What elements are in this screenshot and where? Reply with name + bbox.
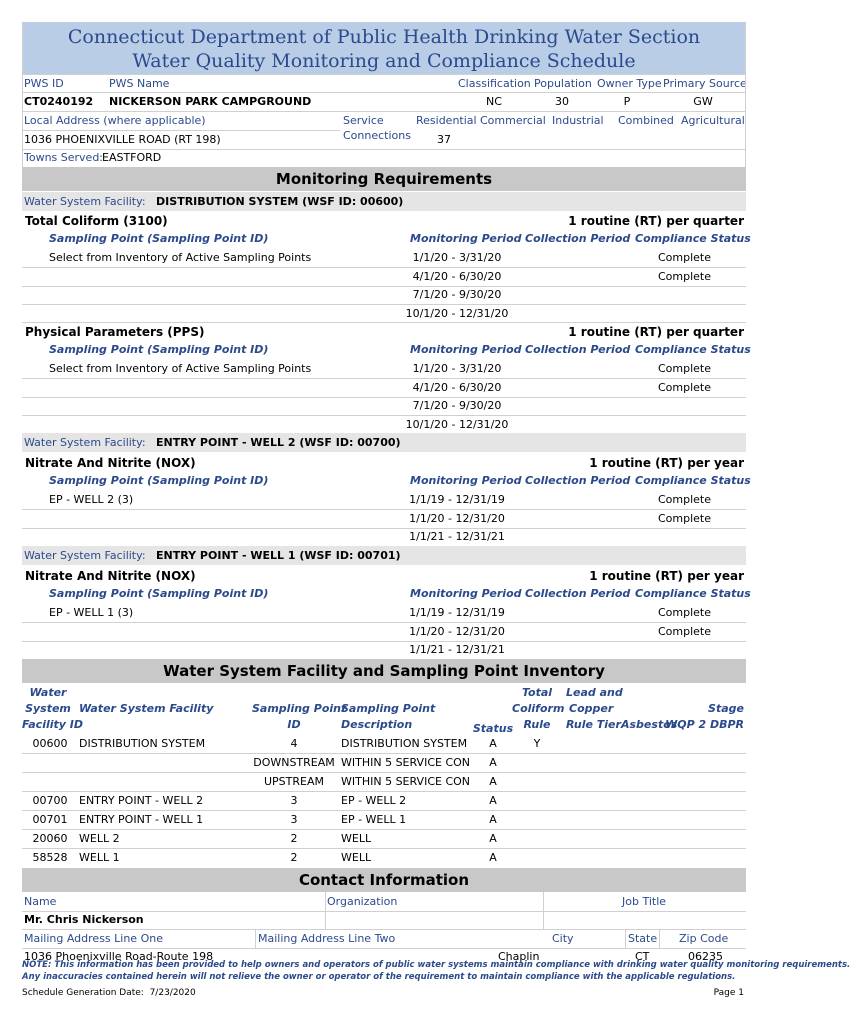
compliance-status: Complete xyxy=(658,381,712,394)
local-address-label: Local Address (where applicable) xyxy=(24,114,206,127)
col-sampling-point: Sampling Point (Sampling Point ID) xyxy=(49,587,269,600)
inv-sp-id: UPSTREAM xyxy=(264,775,324,788)
inv-sp-desc: WELL xyxy=(341,832,372,845)
mail1-value: 1036 Phoenixville Road-Route 198 xyxy=(24,950,214,963)
col-tcr: Coliform xyxy=(512,702,565,715)
col-stage: Stage xyxy=(708,702,744,715)
inventory-section-title: Water System Facility and Sampling Point Inventory xyxy=(22,659,746,683)
col-sampling-point: Sampling Point (Sampling Point ID) xyxy=(49,343,269,356)
pws-name-label: PWS Name xyxy=(109,77,170,90)
inv-sp-id: DOWNSTREAM xyxy=(253,756,335,769)
inv-wsf: DISTRIBUTION SYSTEM xyxy=(79,737,206,750)
pws-name-value: NICKERSON PARK CAMPGROUND xyxy=(109,95,312,108)
col-tcr: Rule xyxy=(523,718,551,731)
sampling-point: EP - WELL 1 (3) xyxy=(49,606,134,619)
compliance-status: Complete xyxy=(658,362,712,375)
monitoring-period: 1/1/20 - 12/31/20 xyxy=(409,625,505,638)
col-sampling-point: Sampling Point (Sampling Point ID) xyxy=(49,232,269,245)
residential-label: Residential xyxy=(416,114,477,127)
classification-value: NC xyxy=(486,95,502,108)
col-monitoring-period: Monitoring Period xyxy=(410,232,522,245)
sampling-point: Select from Inventory of Active Sampling Points xyxy=(49,251,312,264)
col-collection-period: Collection Period xyxy=(525,474,631,487)
inv-status: A xyxy=(489,737,497,750)
col-compliance-status: Compliance Status xyxy=(635,232,751,245)
footer-note-1: NOTE: This information has been provided to help owners and operators of public water systems maintain compliance with drinking water quality monitoring requirements. xyxy=(22,960,850,970)
city-label: City xyxy=(552,932,574,945)
col-tcr: Total xyxy=(521,686,553,699)
mail2-label: Mailing Address Line Two xyxy=(258,932,396,945)
col-lcr: Rule Tier xyxy=(566,718,621,731)
col-collection-period: Collection Period xyxy=(525,232,631,245)
residential-value: 37 xyxy=(437,133,451,146)
col-compliance-status: Compliance Status xyxy=(635,587,751,600)
col-status: Status xyxy=(472,722,514,735)
monitoring-period: 4/1/20 - 6/30/20 xyxy=(412,270,502,283)
monitoring-period: 7/1/20 - 9/30/20 xyxy=(412,399,502,412)
monitoring-period: 10/1/20 - 12/31/20 xyxy=(405,418,509,431)
sampling-point: Select from Inventory of Active Sampling Points xyxy=(49,362,312,375)
col-monitoring-period: Monitoring Period xyxy=(410,587,522,600)
classification-label: Classification xyxy=(458,77,531,90)
mail1-label: Mailing Address Line One xyxy=(24,932,163,945)
monitoring-period: 1/1/19 - 12/31/19 xyxy=(409,606,505,619)
monitoring-period: 7/1/20 - 9/30/20 xyxy=(412,288,502,301)
inv-wsf: WELL 2 xyxy=(79,832,120,845)
combined-label: Combined xyxy=(618,114,674,127)
col-wsf-id: Facility ID xyxy=(22,718,83,731)
compliance-status: Complete xyxy=(658,512,712,525)
col-lcr: Copper xyxy=(569,702,614,715)
connections-label: Connections xyxy=(343,129,411,142)
inv-sp-desc: WELL xyxy=(341,851,372,864)
city-value: Chaplin xyxy=(498,950,540,963)
inv-wsf: WELL 1 xyxy=(79,851,120,864)
inv-status: A xyxy=(489,756,497,769)
analyte-name: Nitrate And Nitrite (NOX) xyxy=(25,456,196,470)
monitoring-period: 1/1/20 - 12/31/20 xyxy=(409,512,505,525)
compliance-status: Complete xyxy=(658,270,712,283)
inv-status: A xyxy=(489,775,497,788)
wsf-header: Water System Facility: DISTRIBUTION SYSTEM (WSF ID: 00600) xyxy=(22,192,746,211)
name-label: Name xyxy=(24,895,57,908)
row-divider xyxy=(22,772,746,773)
col-compliance-status: Compliance Status xyxy=(635,474,751,487)
col-sampling-point: Sampling Point (Sampling Point ID) xyxy=(49,474,269,487)
wsf-header: Water System Facility: ENTRY POINT - WELL 1 (WSF ID: 00701) xyxy=(22,546,746,565)
compliance-status: Complete xyxy=(658,251,712,264)
inv-status: A xyxy=(489,813,497,826)
monitoring-section-title: Monitoring Requirements xyxy=(22,167,746,191)
col-wsf-id: System xyxy=(25,702,71,715)
inv-sp-desc: DISTRIBUTION SYSTEM xyxy=(341,737,468,750)
monitoring-period: 10/1/20 - 12/31/20 xyxy=(405,307,509,320)
compliance-status: Complete xyxy=(658,493,712,506)
monitoring-period: 4/1/20 - 6/30/20 xyxy=(412,381,502,394)
inv-sp-id: 3 xyxy=(290,813,298,826)
inv-wsf-id: 00700 xyxy=(32,794,68,807)
inv-wsf-id: 20060 xyxy=(32,832,68,845)
col-sp-desc: Description xyxy=(341,718,413,731)
row-divider xyxy=(22,810,746,811)
col-wsf: Water System Facility xyxy=(79,702,214,715)
generation-date: Schedule Generation Date: 7/23/2020 xyxy=(22,988,196,998)
row-divider xyxy=(22,753,746,754)
page-subtitle: Water Quality Monitoring and Compliance Schedule xyxy=(132,50,636,72)
zip-value: 06235 xyxy=(688,950,723,963)
inv-wsf: ENTRY POINT - WELL 2 xyxy=(79,794,204,807)
primary-source-label: Primary Source xyxy=(663,77,747,90)
contact-section-title: Contact Information xyxy=(22,868,746,892)
col-collection-period: Collection Period xyxy=(525,587,631,600)
zip-label: Zip Code xyxy=(679,932,729,945)
monitoring-period: 1/1/21 - 12/31/21 xyxy=(409,530,505,543)
row-divider xyxy=(22,848,746,849)
col-compliance-status: Compliance Status xyxy=(635,343,751,356)
population-label: Population xyxy=(534,77,592,90)
inv-wsf-id: 00600 xyxy=(32,737,68,750)
inv-sp-desc: WITHIN 5 SERVICE CON xyxy=(341,756,471,769)
analyte-frequency: 1 routine (RT) per quarter xyxy=(568,325,744,339)
organization-label: Organization xyxy=(327,895,398,908)
footer-note-2: Any inaccuracies contained herein will not relieve the owner or operator of the requirement to maintain compliance with the applicable regulations. xyxy=(22,972,736,982)
population-value: 30 xyxy=(555,95,569,108)
inv-sp-desc: WITHIN 5 SERVICE CON xyxy=(341,775,471,788)
inv-status: A xyxy=(489,832,497,845)
commercial-label: Commercial xyxy=(480,114,546,127)
owner-type-value: P xyxy=(623,95,631,108)
inv-wsf-id: 00701 xyxy=(32,813,68,826)
col-sp-id: Sampling Point xyxy=(252,702,347,715)
analyte-name: Total Coliform (3100) xyxy=(25,214,168,228)
analyte-frequency: 1 routine (RT) per year xyxy=(589,569,744,583)
job-title-label: Job Title xyxy=(622,895,667,908)
col-asbestos: Asbestos xyxy=(621,718,678,731)
industrial-label: Industrial xyxy=(552,114,604,127)
monitoring-period: 1/1/21 - 12/31/21 xyxy=(409,643,505,656)
page-title: Connecticut Department of Public Health Drinking Water Section xyxy=(67,26,701,48)
col-monitoring-period: Monitoring Period xyxy=(410,343,522,356)
row-divider xyxy=(22,791,746,792)
col-wsf-id: Water xyxy=(29,686,67,699)
compliance-status: Complete xyxy=(658,625,712,638)
col-lcr: Lead and xyxy=(566,686,623,699)
inv-sp-desc: EP - WELL 1 xyxy=(341,813,407,826)
local-address-value: 1036 PHOENIXVILLE ROAD (RT 198) xyxy=(24,133,221,146)
state-value: CT xyxy=(635,950,650,963)
analyte-frequency: 1 routine (RT) per quarter xyxy=(568,214,744,228)
monitoring-period: 1/1/20 - 3/31/20 xyxy=(412,251,502,264)
col-sp-id: ID xyxy=(287,718,301,731)
service-label: Service xyxy=(343,114,384,127)
inv-wsf-id: 58528 xyxy=(32,851,68,864)
col-wqp-dbpr: WQP 2 DBPR xyxy=(665,718,744,731)
wsf-header: Water System Facility: ENTRY POINT - WELL 2 (WSF ID: 00700) xyxy=(22,433,746,452)
analyte-name: Physical Parameters (PPS) xyxy=(25,325,205,339)
analyte-frequency: 1 routine (RT) per year xyxy=(589,456,744,470)
inv-sp-desc: EP - WELL 2 xyxy=(341,794,407,807)
owner-type-label: Owner Type xyxy=(597,77,662,90)
primary-source-value: GW xyxy=(693,95,713,108)
pws-id-value: CT0240192 xyxy=(24,95,94,108)
inv-sp-id: 4 xyxy=(290,737,298,750)
inv-tcr: Y xyxy=(533,737,541,750)
contact-name: Mr. Chris Nickerson xyxy=(24,913,144,926)
row-divider xyxy=(22,829,746,830)
page-number: Page 1 xyxy=(713,988,744,998)
analyte-name: Nitrate And Nitrite (NOX) xyxy=(25,569,196,583)
col-monitoring-period: Monitoring Period xyxy=(410,474,522,487)
col-sp-desc: Sampling Point xyxy=(341,702,436,715)
inv-sp-id: 2 xyxy=(290,851,298,864)
state-label: State xyxy=(628,932,658,945)
inv-wsf: ENTRY POINT - WELL 1 xyxy=(79,813,204,826)
towns-served-value: EASTFORD xyxy=(102,151,162,164)
pws-id-label: PWS ID xyxy=(24,77,64,90)
monitoring-period: 1/1/19 - 12/31/19 xyxy=(409,493,505,506)
col-collection-period: Collection Period xyxy=(525,343,631,356)
compliance-status: Complete xyxy=(658,606,712,619)
agricultural-label: Agricultural xyxy=(681,114,745,127)
inv-status: A xyxy=(489,851,497,864)
towns-served-label: Towns Served: xyxy=(24,151,104,164)
sampling-point: EP - WELL 2 (3) xyxy=(49,493,134,506)
inv-sp-id: 3 xyxy=(290,794,298,807)
inv-status: A xyxy=(489,794,497,807)
monitoring-period: 1/1/20 - 3/31/20 xyxy=(412,362,502,375)
inv-sp-id: 2 xyxy=(290,832,298,845)
